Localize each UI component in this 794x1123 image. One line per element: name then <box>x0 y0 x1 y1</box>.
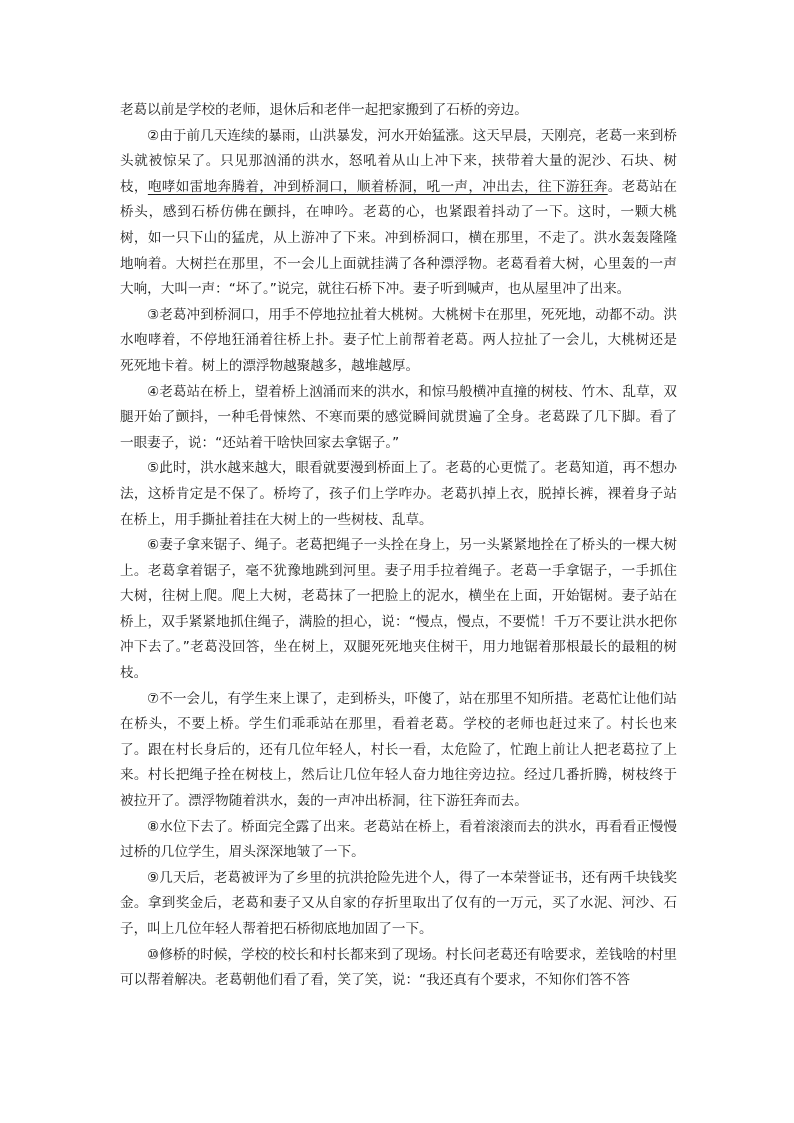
paragraph-p7 <box>120 687 677 815</box>
paragraph-text: ③老葛冲到桥洞口，用手不停地拉扯着大桃树。大桃树卡在那里，死死地，动都不动。洪水咆哮着，不停地狂涌着往桥上扑。妻子忙上前帮着老葛。两人拉扯了一会儿，大桃树还是死死地卡着。树上的漂浮物越聚越多，越堆越厚。 <box>120 306 677 374</box>
paragraph-text: ⑥妻子拿来锯子、绳子。老葛把绳子一头拴在身上，另一头紧紧地拴在了桥头的一棵大树上。老葛拿着锯子，毫不犹豫地跳到河里。妻子用手拉着绳子。老葛一手拿锯子，一手抓住大树，往树上爬。爬上大树，老葛抹了一把脸上的泥水，横坐在上面，开始锯树。妻子站在桥上，双手紧紧地抓住绳子，满脸的担心，说：“慢点，慢点，不要慌！千万不要让洪水把你冲下去了。”老葛没回答，坐在树上，双腿死死地夹住树干，用力地锯着那根最长的最粗的树枝。 <box>120 537 677 682</box>
paragraph-p6 <box>120 533 677 687</box>
paragraph-text: ⑨几天后，老葛被评为了乡里的抗洪抢险先进个人，得了一本荣誉证书，还有两千块钱奖金。拿到奖金后，老葛和妻子又从自家的存折里取出了仅有的一万元，买了水泥、河沙、石子，叫上几位年轻人帮着把石桥彻底地加固了一下。 <box>120 869 677 937</box>
paragraph-text: ⑦不一会儿，有学生来上课了，走到桥头，吓傻了，站在那里不知所措。老葛忙让他们站在桥头，不要上桥。学生们乖乖站在那里，看着老葛。学校的老师也赶过来了。村长也来了。跟在村长身后的，还有几位年轻人，村长一看，太危险了，忙跑上前让人把老葛拉了上来。村长把绳子拴在树枝上，然后让几位年轻人奋力地往旁边拉。经过几番折腾，树枝终于被拉开了。漂浮物随着洪水，轰的一声冲出桥洞，往下游狂奔而去。 <box>120 690 677 810</box>
paragraph-text: ⑤此时，洪水越来越大，眼看就要漫到桥面上了。老葛的心更慌了。老葛知道，再不想办法，这桥肯定是不保了。桥垮了，孩子们上学咋办。老葛扒掉上衣，脱掉长裤，裸着身子站在桥上，用手撕扯着挂在大树上的一些树枝、乱草。 <box>120 460 677 528</box>
article-body <box>120 98 677 994</box>
paragraph-text: 。老葛站在桥头，感到石桥仿佛在颤抖，在呻吟。老葛的心，也紧跟着抖动了一下。这时，一颗大桃树，如一只下山的猛虎，从上游冲了下来。冲到桥洞口，横在那里，不走了。洪水轰轰隆隆地响着。大树拦在那里，不一会儿上面就挂满了各种漂浮物。老葛看着大树，心里轰的一声大响，大叫一声：“坏了。”说完，就往石桥下冲。妻子听到喊声，也从屋里冲了出来。 <box>120 178 678 298</box>
paragraph-p10 <box>120 943 677 994</box>
paragraph-p9 <box>120 866 677 943</box>
paragraph-p8 <box>120 815 677 866</box>
paragraph-p4 <box>120 380 677 457</box>
paragraph-text: ②由于前几天连续的暴雨，山洪暴发，河水开始猛涨。这天早晨，天刚亮，老葛一来到桥头就被惊呆了。只见那汹涌的洪水，怒吼着从山上冲下来，挟带着大量的泥沙、石块、树枝， <box>120 127 677 195</box>
underlined-sentence: 咆哮如雷地奔腾着，冲到桥洞口，顺着桥洞，吼一声，冲出去，往下游狂奔 <box>147 178 608 195</box>
paragraph-text: 老葛以前是学校的老师，退休后和老伴一起把家搬到了石桥的旁边。 <box>120 102 528 118</box>
paragraph-p0 <box>120 98 677 124</box>
paragraph-text: ⑩修桥的时候，学校的校长和村长都来到了现场。村长问老葛还有啥要求，差钱啥的村里可以帮着解决。老葛朝他们看了看，笑了笑，说：“我还真有个要求，不知你们答不答 <box>120 946 677 989</box>
paragraph-text: ⑧水位下去了。桥面完全露了出来。老葛站在桥上，看着滚滚而去的洪水，再看看正慢慢过桥的几位学生，眉头深深地皱了一下。 <box>120 818 677 861</box>
paragraph-p2 <box>120 124 677 303</box>
paragraph-p5 <box>120 456 677 533</box>
paragraph-p3 <box>120 303 677 380</box>
paragraph-text: ④老葛站在桥上，望着桥上汹涌而来的洪水，和惊马般横冲直撞的树枝、竹木、乱草，双腿开始了颤抖，一种毛骨悚然、不寒而栗的感觉瞬间就贯遍了全身。老葛跺了几下脚。看了一眼妻子，说：“还站着干啥快回家去拿锯子。” <box>120 383 677 451</box>
